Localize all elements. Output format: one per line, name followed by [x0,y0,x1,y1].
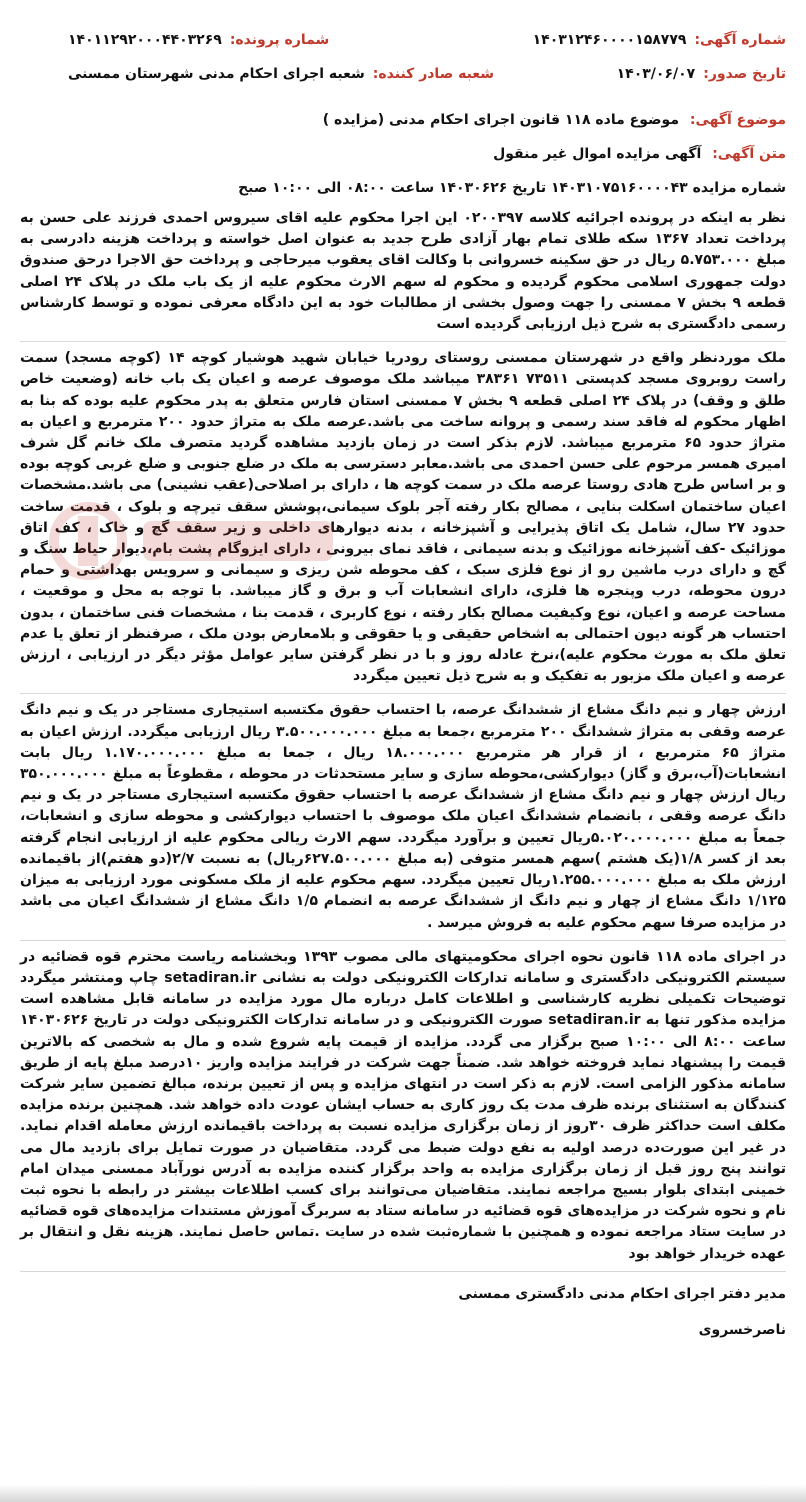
separator [20,341,786,342]
file-number-label: شماره پرونده: [229,32,330,48]
issue-date [617,64,786,84]
file-number [68,30,329,50]
text-title-value: آگهی مزایده اموال غیر منقول [493,146,702,162]
subject-line [20,110,786,130]
issuer-value: شعبه اجرای احکام مدنی شهرستان ممسنی [68,66,365,82]
separator [20,1271,786,1272]
header-row-2 [20,64,786,84]
ad-number [533,30,786,50]
subject-label: موضوع آگهی: [689,112,786,128]
separator [20,693,786,694]
signature-name: ناصرخسروی [698,1321,786,1338]
ad-number-label: شماره آگهی: [694,32,786,48]
paragraph-property: ملک موردنظر واقع در شهرستان ممسنی روستای رودریا خیابان شهید هوشیار کوچه ۱۴ (کوچه مسجد) سمت راست روبروی مسجد کدپستی ۷۳۵۱۱ ۳۸۳۶۱ میباشد ملک موصوف عرصه و اعیان یک باب خانه (وضعیت خاص طلق و وقف) در پلاک ۲۴ اصلی قطعه ۹ بخش ۷ ممسنی استان فارس متعلق به پدر محکوم علیه بوده که بنا به اظهار محکوم له فاقد سند رسمی و پروانه ساخت می باشد.عرصه ملک به متراژ حدود ۲۰۰ مترمربع و اعیان به متراژ حدود ۶۵ مترمربع میباشد. لازم بذکر است در زمان بازدید مشاهده گردید متصرف ملک خانم گل شرف امیری همسر مرحوم علی حسن احمدی می باشد.معابر دسترسی به ملک در ضلع جنوبی و ضلع غربی کوچه بوده و بر اساس طرح هادی روستا عرصه ملک در سمت کوچه ها ، دارای بر اصلاحی(عقب نشینی) می باشد.مشخصات اعیان ساختمان اسکلت بنایی ، مصالح بکار رفته آجر بلوک سیمانی،پوشش سقف تیرچه و بلوک ، قدمت ساخت حدود ۲۷ سال، شامل یک اتاق پذیرایی و آشپزخانه ، بدنه دیوارهای داخلی و زیر سقف گچ و خاک ، کف اتاق موزائیک -کف آشپزخانه موزائیک و بدنه سیمانی ، فاقد نمای بیرونی ، دارای ایزوگام پشت بام،دیوار حیاط سنگ و گچ و دارای درب ماشین رو از نوع فلزی سبک ، کف محوطه شن ریزی و سیمانی و سرویس بهداشتی و حمام درون محوطه، درب وپنجره ها فلزی، دارای انشعابات آب و برق و گاز میباشد. با توجه به محل و موقعیت ، مساحت عرصه و اعیان، نوع وکیفیت مصالح بکار رفته ، نوع کاربری ، قدمت بنا ، مشخصات فنی ساختمان ، بدون احتساب هر گونه دیون احتمالی به اشخاص حقیقی و یا حقوقی و بلامعارض بودن ملک ، صرفنظر از تعلق یا عدم تعلق ملک به مورث محکوم علیه)،نرخ عادله روز و با در نظر گرفتن سایر عوامل مؤثر دیگر در ارزیابی ، ارزش عرصه و اعیان ملک مزبور به تفکیک و به شرح ذیل تعیین میگردد [20,350,787,685]
file-number-value: ۱۴۰۱۱۲۹۲۰۰۰۴۴۰۳۲۶۹ [68,32,222,48]
paragraph-procedure: در اجرای ماده ۱۱۸ قانون نحوه اجرای محکومیتهای مالی مصوب ۱۳۹۳ وبخشنامه ریاست محترم قوه قضائیه در سیستم الکترونیکی دادگستری و سامانه تدارکات الکترونیکی دولت به نشانی setadiran.ir چاپ ومنتشر میگردد توضیحات تکمیلی نظریه کارشناسی و اطلاعات کامل درباره مال مورد مزایده در سامانه قابل مشاهده است مزایده مذکور تنها به setadiran.ir صورت الکترونیکی و در سامانه تدارکات الکترونیکی دولت در تاریخ ۱۴۰۳۰۶۲۶ ساعت ۸:۰۰ الی ۱۰:۰۰ صبح برگزار می گردد. مزایده از قیمت پایه شروع شده و مال به شخصی که بالاترین قیمت را پیشنهاد نماید فروخته خواهد شد. ضمناً جهت شرکت در فرایند مزایده واریز ۱۰درصد مبلغ پایه از طریق سامانه مذکور الزامی است. لازم به ذکر است در انتهای مزایده و پس از تعیین برنده، مبالغ تضمین سایر شرکت کنندگان به استثنای برنده ظرف مدت یک روز کاری به حساب ایشان عودت داده خواهد شد. همچنین برنده مزایده مکلف است حداکثر ظرف ۳۰روز از زمان برگزاری مزایده نسبت به پرداخت باقیمانده ارزش معامله اقدام نماید. در غیر این صورت‌ده درصد اولیه به نفع دولت ضبط می گردد. متقاضیان در صورت تمایل برای بازدید مال می توانند پنج روز قبل از زمان برگزاری مزایده به واحد برگزار کننده مزایده به آدرس نورآباد ممسنی میدان امام خمینی ابتدای بلوار بسیج مراجعه نمایند. متقاضیان می‌توانند برای کسب اطلاعات بیشتر در رابطه با نحوه ثبت نام و نحوه شرکت در مزایده‌های قوه قضائیه در سامانه ستاد به سربرگ آموزش مستندات مزایده‌های قوه قضائیه در سایت ستاد مراجعه نموده و همچنین با شماره‌ثبت شده در سایت .تماس حاصل نمایند. هزینه نقل و انتقال بر عهده خریدار خواهد بود [20,948,787,1262]
issue-date-value: ۱۴۰۳/۰۶/۰۷ [616,66,696,82]
issuer-label: شعبه صادر کننده: [372,66,494,82]
separator [20,940,786,941]
header-row-1 [20,30,786,50]
paragraph-intro: نظر به اینکه در پرونده اجرائیه کلاسه ۰۲۰۰۳۹۷ این اجرا محکوم علیه اقای سیروس احمدی فرزند علی حسن به پرداخت تعداد ۱۳۶۷ سکه طلای تمام بهار آزادی طرح جدید به عنوان اصل خواسته و پرداخت هزینه دادرسی به مبلغ ۵.۷۵۳.۰۰۰ ریال در حق سکینه خسروانی با وکالت اقای یعقوب میرحاجی و پرداخت حق الاجرا درحق صندوق دولت جمهوری اسلامی محکوم گردیده و محکوم له سهم الارث محکوم علیه از یک باب ملک در پلاک ۲۴ اصلی قطعه ۹ بخش ۷ ممسنی را جهت وصول بخشی از مطالبات خود به این دادگاه معرفی نموده و توسط کارشناس رسمی دادگستری به شرح ذیل ارزیابی گردیده است [20,210,787,333]
auction-line: شماره مزایده ۱۴۰۳۱۰۷۵۱۶۰۰۰۰۴۳ تاریخ ۱۴۰۳۰۶۲۶ ساعت ۰۸:۰۰ الی ۱۰:۰۰ صبح [238,180,786,196]
paragraph-valuation: ارزش چهار و نیم دانگ مشاع از ششدانگ عرصه، با احتساب حقوق مکتسبه استیجاری مستاجر در یک و نیم دانگ عرصه وقفی به متراژ ششدانگ ۲۰۰ مترمربع ،جمعا به مبلغ ۳.۵۰۰.۰۰۰.۰۰۰ ریال ارزیابی میگردد. ارزش اعیان به متراژ ۶۵ مترمربع ، از قرار هر مترمربع ۱۸.۰۰۰.۰۰۰ ریال ، جمعا به مبلغ ۱.۱۷۰.۰۰۰.۰۰۰ ریال بابت انشعابات(آب،برق و گاز) دیوارکشی،محوطه سازی و سایر مستحدثات در محوطه ، مقطوعاً به مبلغ ۳۵۰.۰۰۰.۰۰۰ ریال ارزش چهار و نیم دانگ مشاع از ششدانگ عرصه با احتساب حقوق مکتسبه استیجاری مستاجر در یک و نیم دانگ عرصه وقفی ، بانضمام ششدانگ اعیان ملک موصوف با احتساب دیوارکشی و محوطه سازی و انشعابات، جمعاً به مبلغ ۵.۰۲۰.۰۰۰.۰۰۰ریال تعیین و برآورد میگردد. سهم الارث ریالی محکوم علیه از ارزیابی انجام گرفته بعد از کسر ۱/۸(یک هشتم )سهم همسر متوفی (به مبلغ ۶۲۷.۵۰۰.۰۰۰ریال) به نسبت ۲/۷(دو هفتم)از باقیمانده ارزش ملک به مبلغ ۱.۲۵۵.۰۰۰.۰۰۰ریال تعیین میگردد. سهم محکوم علیه از ملک مسکونی مورد ارزیابی به میزان ۱/۱۲۵ دانگ مشاع از چهار و نیم دانگ از ششدانگ عرصه به انضمام ۱/۵ دانگ مشاع از ششدانگ اعیان می باشد در مزایده صرفا سهم محکوم علیه به فروش میرسد . [20,702,787,931]
signature-title: مدیر دفتر اجرای احکام مدنی دادگستری ممسنی [458,1285,786,1302]
subject-value: موضوع ماده ۱۱۸ قانون اجرای احکام مدنی (مزایده ) [322,112,679,128]
issue-date-label: تاریخ صدور: [703,66,786,82]
text-title-line [20,144,786,164]
text-title-label: متن آگهی: [712,146,786,162]
issuer [68,64,494,84]
ad-number-value: ۱۴۰۳۱۲۴۶۰۰۰۰۱۵۸۷۷۹ [532,32,687,48]
bottom-edge [0,1484,806,1502]
